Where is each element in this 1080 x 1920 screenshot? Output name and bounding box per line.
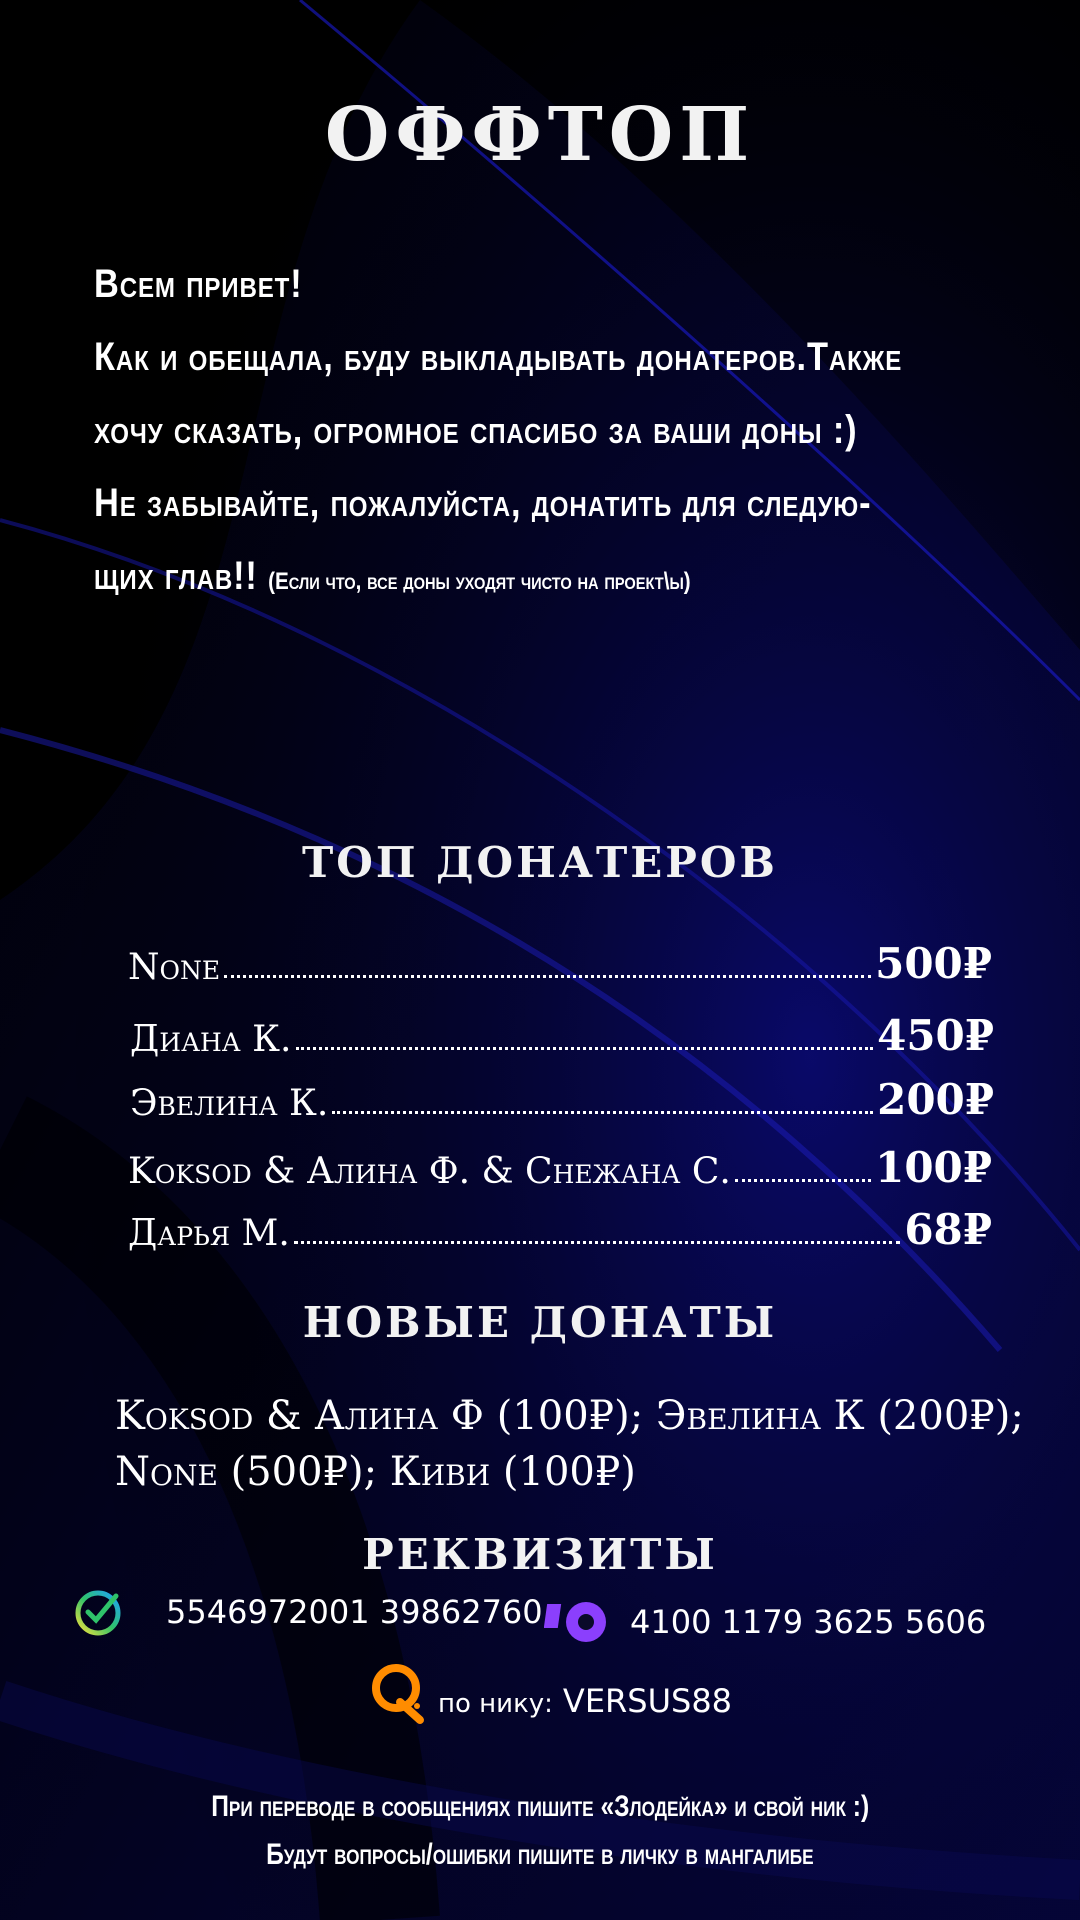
- yoomoney-icon: [544, 1598, 608, 1646]
- requisites-heading: РЕКВИЗИТЫ: [362, 1530, 718, 1579]
- sber-card-number: 5546972001 39862760: [166, 1593, 543, 1631]
- qiwi-prefix: по нику:: [438, 1689, 553, 1719]
- leader-dots: [294, 1240, 901, 1244]
- donor-amount: 68₽: [904, 1205, 992, 1254]
- new-donations-heading: НОВЫЕ ДОНАТЫ: [302, 1298, 778, 1347]
- sber-requisite: [74, 1586, 543, 1638]
- new-donations-line-1: Koksod & Алина Ф (100₽); Эвелина К (200₽);: [115, 1393, 1024, 1439]
- donor-row: [128, 938, 992, 988]
- new-donations-text: [115, 1388, 1055, 1500]
- footer-line-2-text: Будут вопросы/ошибки пишите в личку в мангалибе: [266, 1838, 814, 1871]
- qiwi-icon: [370, 1662, 428, 1726]
- page-title: ОФФТОП: [324, 92, 756, 178]
- donor-row: [130, 1074, 994, 1124]
- footer-line-1: [0, 1790, 1080, 1824]
- leader-dots: [735, 1178, 871, 1182]
- leader-dots: [296, 1046, 874, 1050]
- yoomoney-wallet-number: 4100 1179 3625 5606: [630, 1603, 987, 1641]
- intro-line-1: Всем привет!: [94, 262, 303, 306]
- donor-amount: 500₽: [875, 939, 992, 988]
- intro-line-3: хочу сказать, огромное спасибо за ваши доны :): [94, 408, 858, 452]
- intro-line-4: Не забывайте, пожалуйста, донатить для следую-: [94, 481, 872, 525]
- donor-row: [130, 1010, 994, 1060]
- yoomoney-requisite: [544, 1598, 986, 1646]
- intro-note: (Если что, все доны уходят чисто на проект\ы): [268, 568, 691, 595]
- footer-line-2: [0, 1838, 1080, 1872]
- intro-line-5: [94, 540, 868, 618]
- footer-line-1-text: При переводе в сообщениях пишите «Злодейка» и свой ник :): [211, 1790, 869, 1823]
- donor-row: [128, 1142, 992, 1192]
- qiwi-nickname: VERSUS88: [562, 1682, 733, 1720]
- intro-line-5-main: щих глав!!: [94, 554, 258, 598]
- donor-name: None: [128, 947, 221, 988]
- top-donors-heading: ТОП ДОНАТЕРОВ: [302, 838, 778, 887]
- donor-name: Koksod & Алина Ф. & Снежана С.: [128, 1151, 731, 1192]
- donor-amount: 450₽: [877, 1011, 994, 1060]
- donor-name: Диана К.: [130, 1019, 292, 1060]
- leader-dots: [332, 1110, 873, 1114]
- intro-text: [94, 248, 903, 618]
- donor-name: Дарья М.: [128, 1213, 290, 1254]
- intro-line-2: Как и обещала, буду выкладывать донатеров.Также: [94, 335, 903, 379]
- qiwi-requisite: [370, 1662, 732, 1726]
- donor-name: Эвелина К.: [130, 1083, 329, 1124]
- donor-amount: 100₽: [875, 1143, 992, 1192]
- donor-amount: 200₽: [877, 1075, 994, 1124]
- sberbank-icon: [74, 1586, 122, 1638]
- leader-dots: [224, 974, 871, 978]
- new-donations-line-2: None (500₽); Киви (100₽): [115, 1449, 636, 1495]
- donor-row: [128, 1204, 992, 1254]
